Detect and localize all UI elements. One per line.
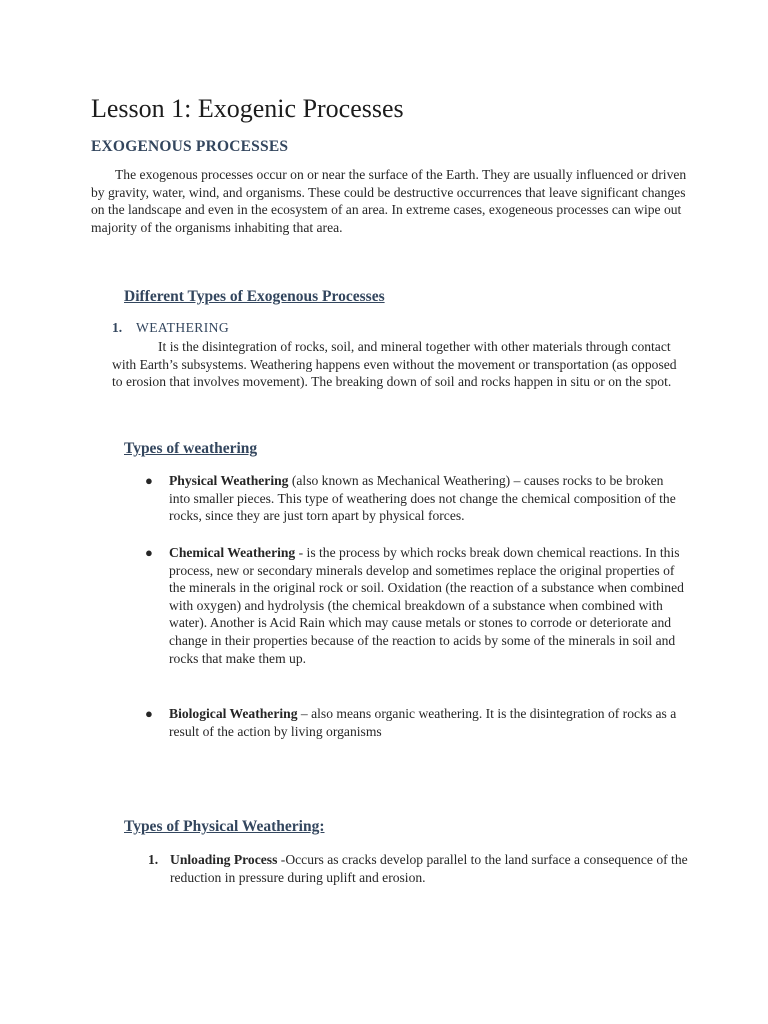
types-heading: Different Types of Exogenous Processes [124, 288, 385, 305]
chemical-weathering-term: Chemical Weathering [169, 545, 296, 560]
weathering-paragraph: It is the disintegration of rocks, soil, and mineral together with other materials through contact with Earth’s subsystems. Weathering happens even without the movement or transportation (as opposed to erosion that involves movement). The breaking down of soil and rocks happen in situ or on the spot. [112, 339, 677, 390]
bullet-icon: ● [145, 545, 153, 560]
types-of-weathering-heading: Types of weathering [124, 440, 258, 457]
list-item-chemical-weathering [145, 544, 685, 667]
intro-paragraph: The exogenous processes occur on or near the surface of the Earth. They are usually influenced or driven by gravity, water, wind, and organisms. These could be destructive occurrences that leave significant changes on the landscape and even in the ecosystem of an area. In extreme cases, exogeneous processes can wipe out majority of the organisms inhabiting that area. [91, 167, 687, 235]
weathering-number: 1. [112, 320, 123, 335]
bullet-icon: ● [145, 473, 153, 488]
physical-weathering-text: (also known as Mechanical Weathering) – causes rocks to be broken into smaller pieces. This type of weathering does not change the chemical composition of the rocks, since they are just torn apart by physical forces. [169, 473, 676, 524]
unloading-process-term: Unloading Process [170, 852, 278, 867]
physical-types-heading: Types of Physical Weathering: [124, 818, 325, 835]
unloading-process-text: -Occurs as cracks develop parallel to the land surface a consequence of the reduction in pressure during uplift and erosion. [170, 852, 688, 885]
chemical-weathering-text: - is the process by which rocks break down chemical reactions. In this process, new or secondary minerals develop and sometimes replace the original properties of the minerals in the original rock or soil. Oxidation (the reaction of a substance when combined with oxygen) and hydrolysis (the chemical breakdown of a substance when combined with water). Another is Acid Rain which may cause metals or stones to corrode or deteriorate and change in their properties because of the reaction to acids by some of the minerals in soil and rocks that make them up. [169, 545, 684, 666]
weathering-item [112, 320, 229, 336]
lesson-title: Lesson 1: Exogenic Processes [91, 94, 404, 123]
list-item-unloading-process [148, 851, 688, 886]
list-item-physical-weathering [145, 472, 685, 525]
section-heading: EXOGENOUS PROCESSES [91, 138, 289, 155]
unloading-process-number: 1. [148, 852, 159, 867]
biological-weathering-text: – also means organic weathering. It is the disintegration of rocks as a result of the action by living organisms [169, 706, 677, 739]
list-item-biological-weathering [145, 705, 685, 740]
bullet-icon: ● [145, 706, 153, 721]
weathering-label: WEATHERING [136, 320, 230, 335]
physical-weathering-term: Physical Weathering [169, 473, 289, 488]
biological-weathering-term: Biological Weathering [169, 706, 298, 721]
